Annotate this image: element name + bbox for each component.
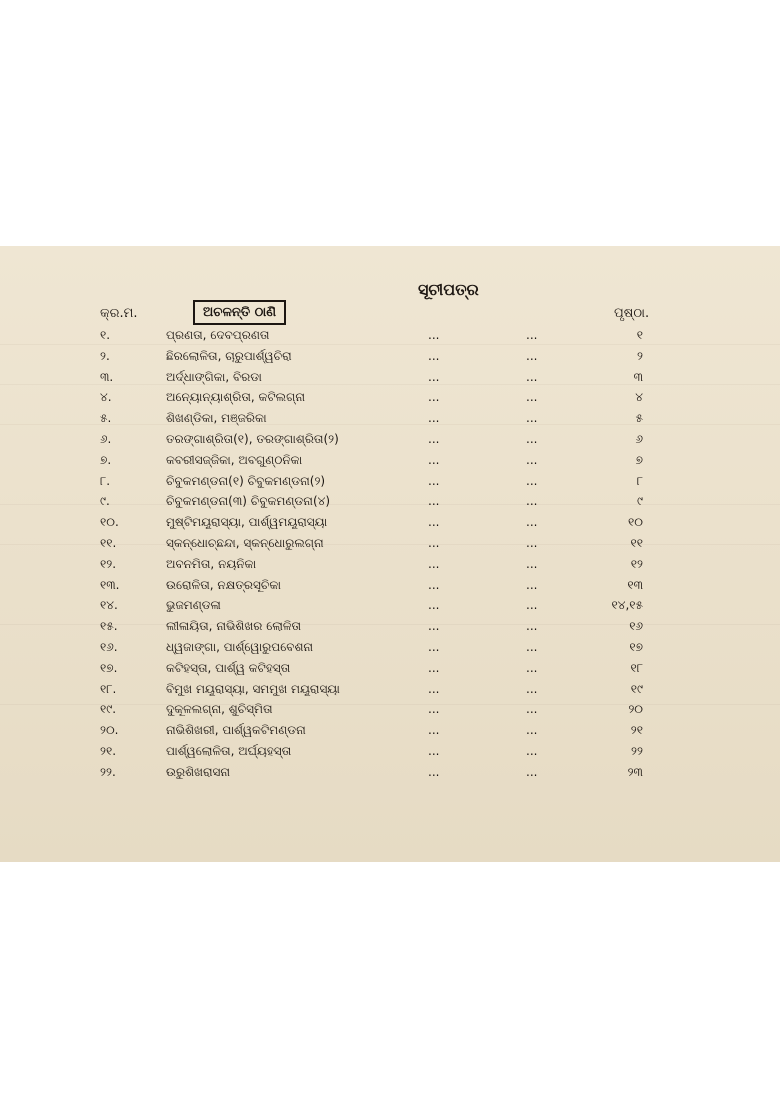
serial-number: ୭.	[100, 452, 112, 467]
contents-row	[0, 325, 780, 346]
page-number: ୭	[635, 452, 643, 467]
leader-dots: ...	[428, 328, 440, 342]
page-number: ୨୨	[631, 743, 643, 758]
serial-number: ୧୯.	[100, 702, 117, 717]
leader-dots: ...	[428, 556, 440, 571]
contents-row	[0, 720, 780, 741]
leader-dots: ...	[428, 660, 440, 675]
entry-title: ମୁଷ୍ଟିମୟୂରାସ୍ୟା, ପାର୍ଶ୍ୱମୟୂରାସ୍ୟା	[166, 515, 328, 530]
entry-title: ଚିବୁକମଣ୍ଡନା(୩) ଚିବୁକମଣ୍ଡନା(୪)	[166, 494, 331, 509]
entry-title: ପ୍ରଣତା, ଦେବପ୍ରଣତା	[166, 328, 270, 342]
contents-row	[0, 512, 780, 533]
entry-title: ପାର୍ଶ୍ୱଲୋଳିତା, ଅର୍ଘ୍ୟହସ୍ତା	[166, 743, 292, 758]
entry-title: କବରୀସଜ୍ଜିକା, ଅବଗୁଣ୍ଠନିକା	[166, 452, 303, 467]
serial-number: ୫.	[100, 411, 112, 426]
entry-title: ଉରୋଳିତା, ନକ୍ଷତ୍ରସୂଚିକା	[166, 577, 281, 592]
page-title: ସୂଚୀପତ୍ର	[418, 280, 479, 299]
contents-row	[0, 616, 780, 637]
leader-dots: ...	[526, 431, 538, 446]
entry-title: ବିମୁଖ ମୟୂରାସ୍ୟା, ସମମୁଖ ମୟୂରାସ୍ୟା	[166, 681, 340, 696]
serial-number: ୧୪.	[100, 598, 118, 613]
serial-number: ୧୦.	[100, 515, 119, 530]
leader-dots: ...	[526, 764, 538, 779]
leader-dots: ...	[526, 328, 538, 342]
contents-row	[0, 346, 780, 367]
entry-title: ଚିବୁକମଣ୍ଡନା(୧) ଚିବୁକମଣ୍ଡନା(୨)	[166, 473, 326, 488]
leader-dots: ...	[526, 660, 538, 675]
page-number: ୧୩	[627, 577, 643, 592]
leader-dots: ...	[428, 681, 440, 696]
leader-dots: ...	[526, 535, 538, 550]
entry-title: ଶିଖଣ୍ଡିକା, ମଞ୍ଜରିକା	[166, 411, 267, 426]
serial-number: ୨୧.	[100, 743, 117, 758]
leader-dots: ...	[428, 702, 440, 717]
page-number: ୩	[633, 369, 643, 384]
page-number: ୫	[635, 411, 643, 426]
leader-dots: ...	[526, 639, 538, 654]
contents-row	[0, 491, 780, 512]
contents-row	[0, 679, 780, 700]
serial-column-header: କ୍ର.ମ.	[100, 306, 138, 321]
leader-dots: ...	[526, 452, 538, 467]
page-number: ୯	[637, 494, 643, 509]
leader-dots: ...	[428, 515, 440, 530]
leader-dots: ...	[526, 681, 538, 696]
contents-row	[0, 595, 780, 616]
page-number: ୧	[636, 328, 643, 342]
serial-number: ୧୧.	[100, 535, 117, 550]
entry-title: ଉରୁଶିଖରାସନା	[166, 764, 231, 779]
entry-title: ଅର୍ଦ୍ଧାଙ୍ଗିକା, ବିରଡା	[166, 369, 262, 384]
leader-dots: ...	[526, 348, 538, 363]
page-number: ୧୦	[628, 515, 643, 530]
serial-number: ୮.	[100, 473, 111, 488]
page-number: ୧୯	[630, 681, 643, 696]
page-number: ୮	[636, 473, 643, 488]
contents-row	[0, 471, 780, 492]
serial-number: ୨୨.	[100, 764, 116, 779]
serial-number: ୧୨.	[100, 556, 117, 571]
leader-dots: ...	[526, 577, 538, 592]
serial-number: ୧.	[100, 328, 111, 342]
leader-dots: ...	[526, 494, 538, 509]
leader-dots: ...	[428, 619, 440, 634]
serial-number: ୬.	[100, 431, 112, 446]
leader-dots: ...	[526, 743, 538, 758]
serial-number: ୨.	[100, 348, 110, 363]
page-number: ୪	[635, 390, 643, 405]
entry-title: ଅବନମିତା, ନୟନିକା	[166, 556, 257, 571]
entry-title: ସ୍କନ୍ଧୋଚ୍ଛନ୍ଦା, ସ୍କନ୍ଧୋରୁଲଗ୍ନା	[166, 535, 324, 550]
leader-dots: ...	[428, 473, 440, 488]
leader-dots: ...	[428, 494, 440, 509]
leader-dots: ...	[526, 619, 538, 634]
serial-number: ୧୬.	[100, 639, 118, 654]
title-column-header: ଅଚଳନ୍ତି ଠାଣି	[193, 300, 286, 325]
contents-row	[0, 762, 780, 783]
entry-title: ଦୁକୂଳଲଗ୍ନା, ଶୁଚିସ୍ମିତା	[166, 702, 273, 717]
leader-dots: ...	[526, 369, 538, 384]
contents-row	[0, 554, 780, 575]
contents-row	[0, 367, 780, 388]
entry-title: ନାଭିଶିଖରୀ, ପାର୍ଶ୍ୱକଟିମଣ୍ଡନା	[166, 723, 306, 738]
entry-title: ତରଙ୍ଗାଶ୍ରିତା(୧), ତରଙ୍ଗାଶ୍ରିତା(୨)	[166, 431, 339, 446]
contents-row	[0, 387, 780, 408]
serial-number: ୧୫.	[100, 619, 118, 634]
leader-dots: ...	[428, 764, 440, 779]
leader-dots: ...	[428, 577, 440, 592]
page-number: ୧୮	[630, 660, 643, 675]
page-number: ୬	[635, 431, 643, 446]
entry-title: ଛିରଲୋଳିତା, ଚାରୁପାର୍ଶ୍ୱଚିରା	[166, 348, 292, 363]
contents-row	[0, 408, 780, 429]
leader-dots: ...	[526, 473, 538, 488]
contents-row	[0, 533, 780, 554]
leader-dots: ...	[428, 431, 440, 446]
leader-dots: ...	[428, 639, 440, 654]
contents-row	[0, 699, 780, 720]
contents-list	[0, 325, 780, 783]
entry-title: ଧ୍ୱଜାଙ୍ଗା, ପାର୍ଶ୍ୱୋରୁପବେଶନା	[166, 639, 314, 654]
serial-number: ୧୮.	[100, 681, 117, 696]
leader-dots: ...	[428, 535, 440, 550]
entry-title: କଟିହସ୍ତା, ପାର୍ଶ୍ୱ କଟିହସ୍ତା	[166, 660, 291, 675]
serial-number: ୯.	[100, 494, 110, 509]
leader-dots: ...	[526, 598, 538, 613]
leader-dots: ...	[428, 598, 440, 613]
page-number: ୧୨	[630, 556, 643, 571]
serial-number: ୨୦.	[100, 723, 119, 738]
page-number: ୨୩	[627, 764, 643, 779]
page-number: ୨୧	[630, 723, 643, 738]
page-number: ୧୪,୧୫	[611, 598, 643, 613]
page-number: ୨	[637, 348, 643, 363]
page-number: ୧୧	[630, 535, 643, 550]
contents-row	[0, 450, 780, 471]
serial-number: ୧୩.	[100, 577, 120, 592]
leader-dots: ...	[526, 702, 538, 717]
leader-dots: ...	[428, 743, 440, 758]
leader-dots: ...	[428, 411, 440, 426]
serial-number: ୪.	[100, 390, 112, 405]
leader-dots: ...	[428, 348, 440, 363]
page-number: ୨୦	[628, 702, 643, 717]
leader-dots: ...	[526, 390, 538, 405]
leader-dots: ...	[428, 723, 440, 738]
leader-dots: ...	[526, 515, 538, 530]
contents-row	[0, 429, 780, 450]
contents-row	[0, 575, 780, 596]
serial-number: ୩.	[100, 369, 114, 384]
document-page	[0, 246, 780, 862]
page-column-header: ପୃଷ୍ଠା.	[614, 306, 650, 321]
contents-row	[0, 658, 780, 679]
serial-number: ୧୭.	[100, 660, 118, 675]
contents-row	[0, 637, 780, 658]
leader-dots: ...	[526, 723, 538, 738]
leader-dots: ...	[428, 390, 440, 405]
page-number: ୧୭	[629, 639, 643, 654]
leader-dots: ...	[526, 411, 538, 426]
leader-dots: ...	[526, 556, 538, 571]
entry-title: ଭୁଜମଣ୍ଡଳା	[166, 598, 221, 613]
entry-title: ଅନ୍ୟୋନ୍ୟାଶ୍ରିତା, କଟିଲଗ୍ନା	[166, 390, 305, 405]
page-number: ୧୬	[629, 619, 643, 634]
leader-dots: ...	[428, 452, 440, 467]
contents-row	[0, 741, 780, 762]
entry-title: ଲୀଳାୟିତା, ନାଭିଶିଖର ଲୋଳିତା	[166, 619, 302, 634]
leader-dots: ...	[428, 369, 440, 384]
